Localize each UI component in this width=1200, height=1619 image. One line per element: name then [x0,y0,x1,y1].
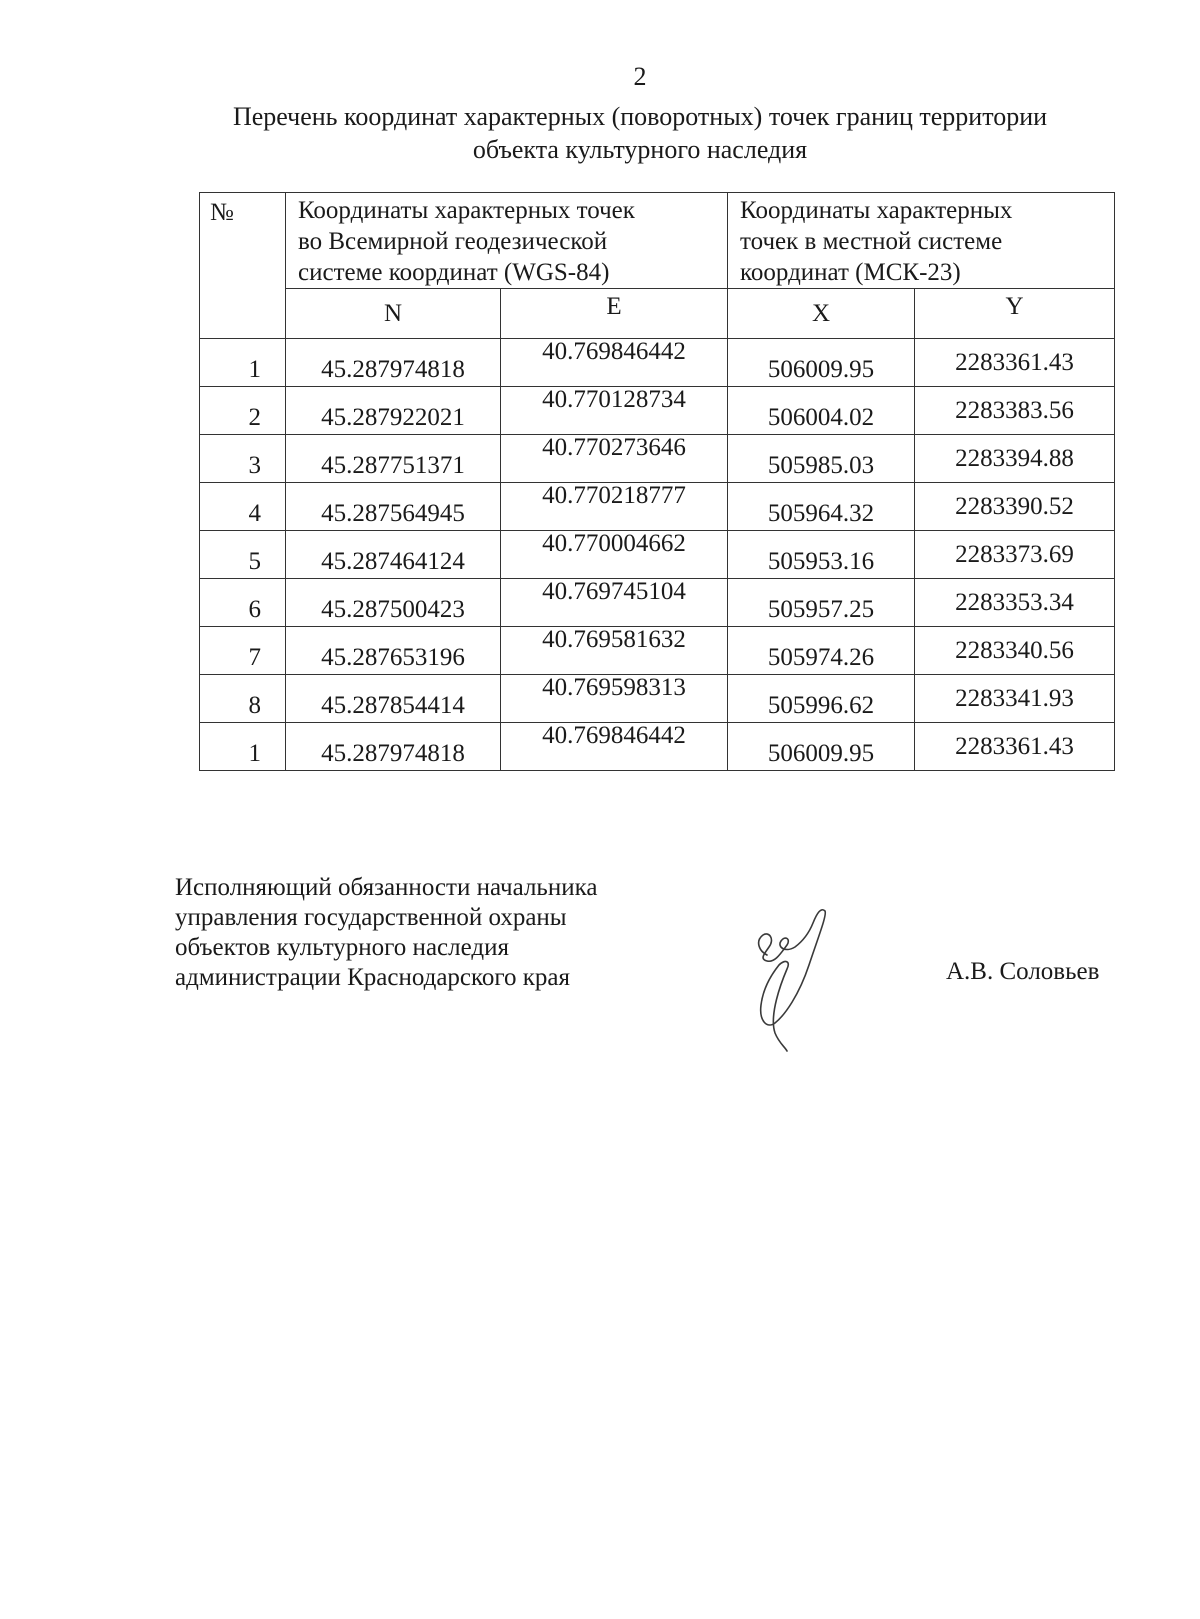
table-row [200,435,1115,483]
cell-msk-x: 505957.25 [728,579,915,627]
header-msk23-line-3: координат (МСК-23) [740,259,961,286]
cell-longitude-e: 40.769846442 [501,339,728,387]
table-row [200,387,1115,435]
cell-longitude-e: 40.770004662 [501,531,728,579]
cell-msk-y: 2283340.56 [915,627,1115,675]
cell-latitude-n: 45.287751371 [286,435,501,483]
document-title-line-2: объекта культурного наследия [472,135,808,164]
signer-position-line-4: администрации Краснодарского края [175,964,571,991]
document-title [150,100,1130,166]
cell-msk-y: 2283361.43 [915,723,1115,771]
cell-msk-x: 505985.03 [728,435,915,483]
cell-latitude-n: 45.287653196 [286,627,501,675]
document-title-line-1: Перечень координат характерных (поворотных) точек границ территории [232,102,1048,131]
header-msk23-line-2: точек в местной системе [740,228,1003,255]
cell-point-number: 7 [200,627,286,675]
handwritten-signature [745,905,845,1055]
cell-msk-y: 2283341.93 [915,675,1115,723]
header-n: N [286,289,501,339]
cell-msk-x: 506009.95 [728,339,915,387]
signer-position [175,873,597,993]
cell-msk-y: 2283373.69 [915,531,1115,579]
cell-longitude-e: 40.770273646 [501,435,728,483]
cell-msk-x: 505996.62 [728,675,915,723]
cell-msk-x: 505974.26 [728,627,915,675]
header-msk23-group [728,193,1115,289]
cell-latitude-n: 45.287974818 [286,723,501,771]
cell-point-number: 4 [200,483,286,531]
cell-msk-y: 2283394.88 [915,435,1115,483]
table-row [200,339,1115,387]
cell-latitude-n: 45.287464124 [286,531,501,579]
table-row [200,723,1115,771]
header-wgs84-line-1: Координаты характерных точек [298,197,635,224]
cell-latitude-n: 45.287854414 [286,675,501,723]
table-row [200,627,1115,675]
header-x: X [728,289,915,339]
cell-point-number: 2 [200,387,286,435]
cell-point-number: 1 [200,723,286,771]
header-y: Y [915,289,1115,339]
header-msk23-line-1: Координаты характерных [740,197,1013,224]
cell-longitude-e: 40.769846442 [501,723,728,771]
cell-longitude-e: 40.769598313 [501,675,728,723]
cell-msk-x: 505953.16 [728,531,915,579]
cell-point-number: 8 [200,675,286,723]
header-e: E [501,289,728,339]
signer-position-line-2: управления государственной охраны [175,904,567,931]
table-row [200,675,1115,723]
cell-msk-y: 2283353.34 [915,579,1115,627]
cell-point-number: 6 [200,579,286,627]
header-number: № [200,193,286,339]
page-number: 2 [633,62,647,91]
header-wgs84-line-2: во Всемирной геодезической [298,228,608,255]
table-row [200,483,1115,531]
signer-position-line-3: объектов культурного наследия [175,934,509,961]
table-body [200,339,1115,771]
cell-latitude-n: 45.287922021 [286,387,501,435]
cell-msk-x: 505964.32 [728,483,915,531]
cell-latitude-n: 45.287500423 [286,579,501,627]
cell-latitude-n: 45.287974818 [286,339,501,387]
cell-msk-y: 2283383.56 [915,387,1115,435]
coordinates-table [199,192,1115,771]
cell-msk-y: 2283390.52 [915,483,1115,531]
cell-msk-y: 2283361.43 [915,339,1115,387]
cell-msk-x: 506004.02 [728,387,915,435]
cell-longitude-e: 40.769581632 [501,627,728,675]
signer-name: А.В. Соловьев [946,958,1100,985]
signer-position-line-1: Исполняющий обязанности начальника [175,874,598,901]
cell-longitude-e: 40.769745104 [501,579,728,627]
cell-point-number: 3 [200,435,286,483]
header-wgs84-line-3: системе координат (WGS-84) [298,259,610,286]
cell-longitude-e: 40.770128734 [501,387,728,435]
header-wgs84-group [286,193,728,289]
cell-point-number: 5 [200,531,286,579]
cell-point-number: 1 [200,339,286,387]
cell-msk-x: 506009.95 [728,723,915,771]
table-row [200,531,1115,579]
cell-longitude-e: 40.770218777 [501,483,728,531]
table-row [200,579,1115,627]
cell-latitude-n: 45.287564945 [286,483,501,531]
